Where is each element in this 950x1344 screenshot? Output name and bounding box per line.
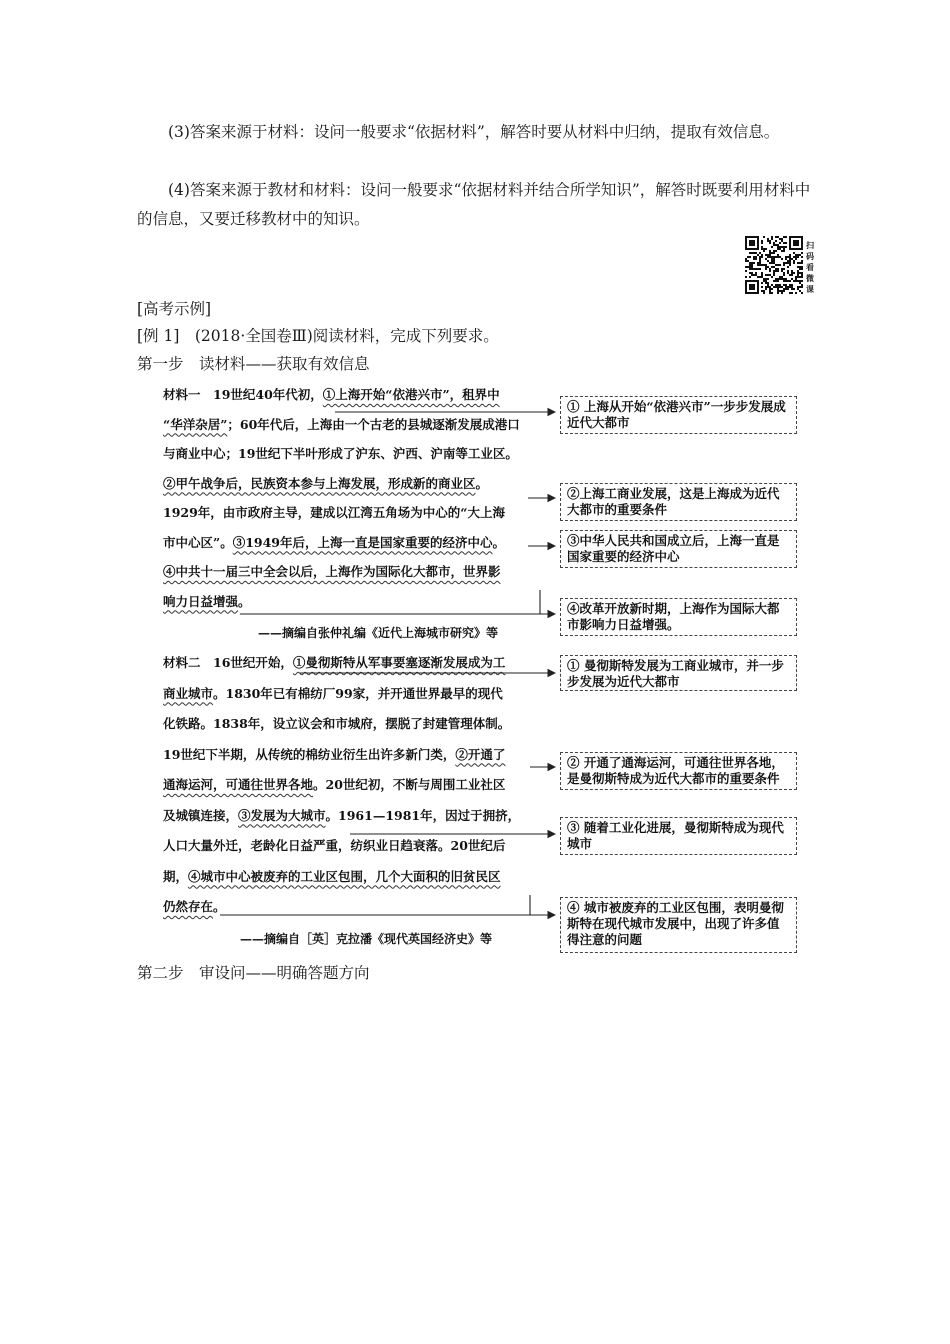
- text-segment: 及城镇连接，: [163, 807, 239, 823]
- text-segment: 。1961—1981年，因过于拥挤，: [325, 807, 521, 823]
- text-segment: 。: [238, 593, 251, 609]
- text-segment: 。20世纪初，不断与周围工业社区: [313, 777, 506, 792]
- text-segment: 材料一 19世纪40年代初，: [163, 387, 323, 402]
- text-segment: 1929年，由市政府主导，建成以江湾五角场为中心的“大上海: [163, 505, 505, 520]
- text-segment: 。: [213, 899, 226, 914]
- text-segment: 材料二 16世纪开始，: [163, 655, 293, 670]
- paragraph-4: (4)答案来源于教材和材料：设问一般要求“依据材料并结合所学知识”，解答时既要利用材料中的信息，又要迁移教材中的知识。: [137, 181, 811, 228]
- highlighted-phrase: ①曼彻斯特从军事要塞逐渐发展成为工: [292, 655, 506, 670]
- material-two-source: ——摘编自［英］克拉潘《现代英国经济史》等: [240, 932, 493, 946]
- highlighted-phrase: ③发展为大城市: [238, 807, 326, 823]
- highlighted-phrase: “华洋杂居”: [163, 416, 228, 432]
- material-one-note-3: ③中华人民共和国成立后，上海一直是国家重要的经济中心: [560, 530, 797, 568]
- material-two-note-3: ③ 随着工业化进展，曼彻斯特成为现代城市: [560, 817, 797, 855]
- highlighted-phrase: ④城市中心被废弃的工业区包围，几个大面积的旧贫民区: [188, 868, 501, 884]
- text-segment: 化铁路。1838年，设立议会和市城府，摆脱了封建管理体制。: [163, 716, 511, 731]
- material-one-source: ——摘编自张仲礼编《近代上海城市研究》等: [258, 626, 499, 640]
- text-segment: 期，: [163, 868, 189, 884]
- highlighted-phrase: ②开通了: [455, 746, 506, 762]
- highlighted-phrase: ④中共十一届三中全会以后，上海作为国际化大都市，世界影: [163, 564, 501, 579]
- arrow-m1-4: [240, 590, 555, 614]
- highlighted-phrase: 商业城市: [163, 685, 214, 701]
- material-one-note-1: ① 上海从开始“依港兴市”一步步发展成近代大都市: [560, 396, 797, 434]
- material-one-note-2: ②上海工商业发展，这是上海成为近代大都市的重要条件: [560, 483, 797, 521]
- section-heading: [高考示例]: [137, 300, 212, 318]
- text-segment: 。: [475, 475, 489, 491]
- step-one-heading: 第一步 读材料——获取有效信息: [137, 355, 370, 373]
- highlighted-phrase: 响力日益增强: [163, 593, 239, 609]
- qr-caption: 扫码看微课: [806, 240, 814, 294]
- text-segment: 。1830年已有棉纺厂99家，并开通世界最早的现代: [213, 685, 503, 701]
- highlighted-phrase: 通海运河，可通往世界各地: [163, 777, 314, 792]
- text-segment: 与商业中心；19世纪下半叶形成了沪东、沪西、沪南等工业区。: [163, 446, 518, 461]
- highlighted-phrase: ①上海开始“依港兴市”，租界中: [322, 387, 500, 402]
- highlighted-phrase: 仍然存在: [163, 899, 214, 914]
- highlighted-phrase: ②甲午战争后，民族资本参与上海发展，形成新的商业区: [163, 475, 476, 491]
- material-two-note-4: ④ 城市被废弃的工业区包围，表明曼彻斯特在现代城市发展中，出现了许多值得注意的问题: [560, 897, 797, 953]
- step-two-heading: 第二步 审设问——明确答题方向: [137, 964, 370, 982]
- text-segment: 19世纪下半期，从传统的棉纺业衍生出许多新门类，: [163, 746, 456, 762]
- highlighted-phrase: ③1949年后，上海一直是国家重要的经济中心: [232, 534, 493, 550]
- example-title: [例 1] (2018·全国卷Ⅲ)阅读材料，完成下列要求。: [137, 327, 499, 345]
- text-segment: 。: [492, 534, 506, 550]
- arrow-m2-4: [220, 895, 555, 915]
- material-two-note-1: ① 曼彻斯特发展为工商业城市，并一步步发展为近代大都市: [560, 655, 797, 691]
- material-two-note-2: ② 开通了通海运河，可通往世界各地，是曼彻斯特成为近代大都市的重要条件: [560, 752, 797, 790]
- paragraph-3: (3)答案来源于材料：设问一般要求“依据材料”，解答时要从材料中归纳，提取有效信息。: [168, 123, 780, 141]
- text-segment: 市中心区”。: [163, 534, 233, 550]
- text-segment: ；60年代后，上海由一个古老的县城逐渐发展成港口: [227, 416, 520, 432]
- material-one-note-4: ④改革开放新时期，上海作为国际大都市影响力日益增强。: [560, 598, 797, 636]
- text-segment: 人口大量外迁，老龄化日益严重，纺织业日趋衰落。20世纪后: [163, 838, 506, 853]
